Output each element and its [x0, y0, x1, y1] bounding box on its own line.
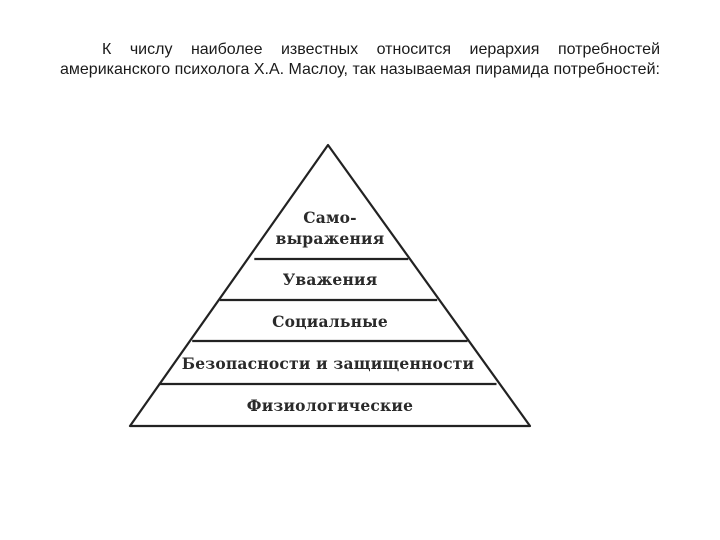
- level-self-expression-line1: Само-: [303, 208, 357, 227]
- level-safety: Безопасности и защищенности: [181, 354, 475, 373]
- level-self-expression-line2: выражения: [275, 229, 385, 248]
- intro-paragraph: К числу наиболее известных относится иерархия потребностей американского психолога Х.А. Маслоу, так называемая пирамида потребностей:: [60, 41, 660, 78]
- level-respect: Уважения: [282, 270, 378, 289]
- level-social: Социальные: [272, 312, 388, 331]
- level-physiological: Физиологические: [246, 396, 414, 415]
